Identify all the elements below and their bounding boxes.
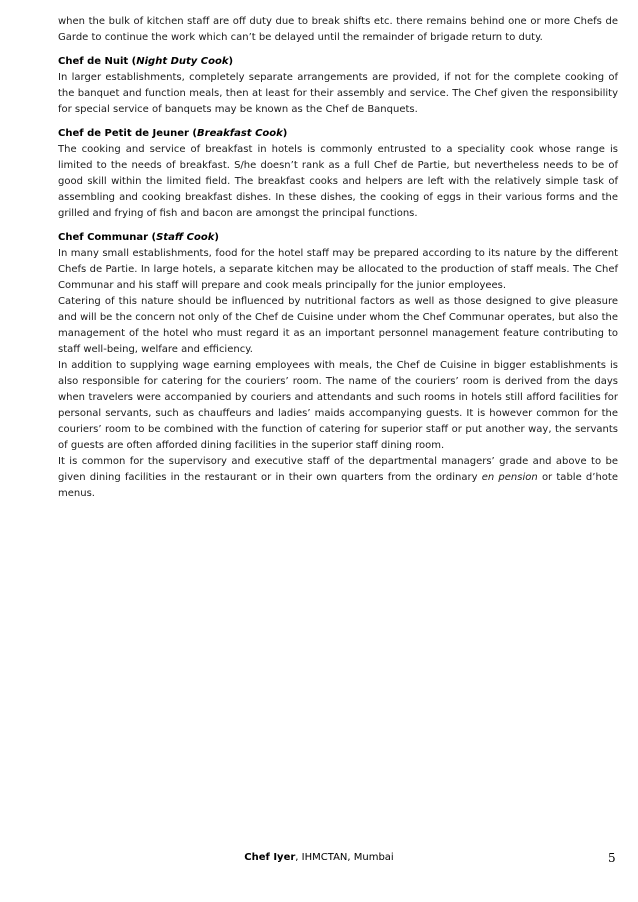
heading-italic-text: Night Duty Cook: [136, 56, 229, 67]
spacer: [58, 222, 618, 230]
footer-institution: , IHMCTAN, Mumbai: [295, 852, 394, 863]
heading-italic-text: Breakfast Cook: [197, 128, 283, 139]
paragraph: In many small establishments, food for the hotel staff may be prepared according to its nature by the different Chefs de Partie. In large hotels, a separate kitchen may be allocated to the production of staff meals. The Chef Communar and his staff will prepare and cook meals principally for the junior employees.: [58, 248, 618, 291]
heading-text-end: ): [228, 56, 234, 67]
paragraph: Catering of this nature should be influenced by nutritional factors as well as those designed to give pleasure and will be the concern not only of the Chef de Cuisine under whom the Chef Communar operates, but also the management of the hotel who must regard it as an important personnel management feature contributing to staff well-being, welfare and efficiency.: [58, 296, 618, 355]
paragraph-text: It is common for the supervisory and executive staff of the departmental managers’ grade and above to be given dining facilities in the restaurant or in their own quarters from the ordinary: [58, 456, 618, 483]
paragraph: In addition to supplying wage earning employees with meals, the Chef de Cuisine in bigger establishments is also responsible for catering for the couriers’ room. The name of the couriers’ room is derived from the days when travelers were accompanied by couriers and attendants and such rooms in hotels still afford facilities for personal servants, such as chauffeurs and ladies’ maids accompanying guests. It is however common for the couriers’ room to be combined with the function of catering for superior staff or put another way, the servants of guests are often afforded dining facilities in the superior staff dining room.: [58, 360, 618, 451]
page-content: [58, 14, 618, 502]
footer-credit: [0, 849, 638, 867]
section-heading-chef-communar: [58, 230, 618, 246]
footer-author: Chef Iyer: [244, 852, 296, 863]
paragraph: In larger establishments, completely separate arrangements are provided, if not for the complete cooking of the banquet and function meals, then at least for their assembly and service. The Chef given the responsibility for special service of banquets may be known as the Chef de Banquets.: [58, 72, 618, 115]
heading-text-end: ): [282, 128, 288, 139]
heading-text-end: ): [214, 232, 219, 243]
paragraph-text-end: or table d’hote menus.: [58, 472, 618, 499]
heading-text: Chef Communar (: [58, 232, 157, 243]
spacer: [58, 46, 618, 54]
heading-text: Chef de Petit de Jeuner (: [58, 128, 198, 139]
paragraph: The cooking and service of breakfast in hotels is commonly entrusted to a speciality cook whose range is limited to the needs of breakfast. S/he doesn’t rank as a full Chef de Partie, but nevertheless needs to be of good skill within the limited field. The breakfast cooks and helpers are left with the relatively simple task of assembling and cooking breakfast dishes. In these dishes, the cooking of eggs in their various forms and the grilled and frying of fish and bacon are amongst the principal functions.: [58, 144, 618, 219]
section-heading-chef-de-nuit: [58, 54, 618, 70]
paragraph: [58, 454, 618, 502]
paragraph-italic-text: en pension: [481, 472, 538, 483]
page-number: 5: [608, 851, 616, 865]
heading-italic-text: Staff Cook: [156, 232, 215, 243]
heading-text: Chef de Nuit (: [58, 56, 137, 67]
spacer: [58, 118, 618, 126]
section-heading-chef-de-petit-de-jeuner: [58, 126, 618, 142]
intro-paragraph: when the bulk of kitchen staff are off duty due to break shifts etc. there remains behind one or more Chefs de Garde to continue the work which can’t be delayed until the remainder of brigade return to duty.: [58, 16, 618, 43]
page-footer: [0, 849, 638, 867]
